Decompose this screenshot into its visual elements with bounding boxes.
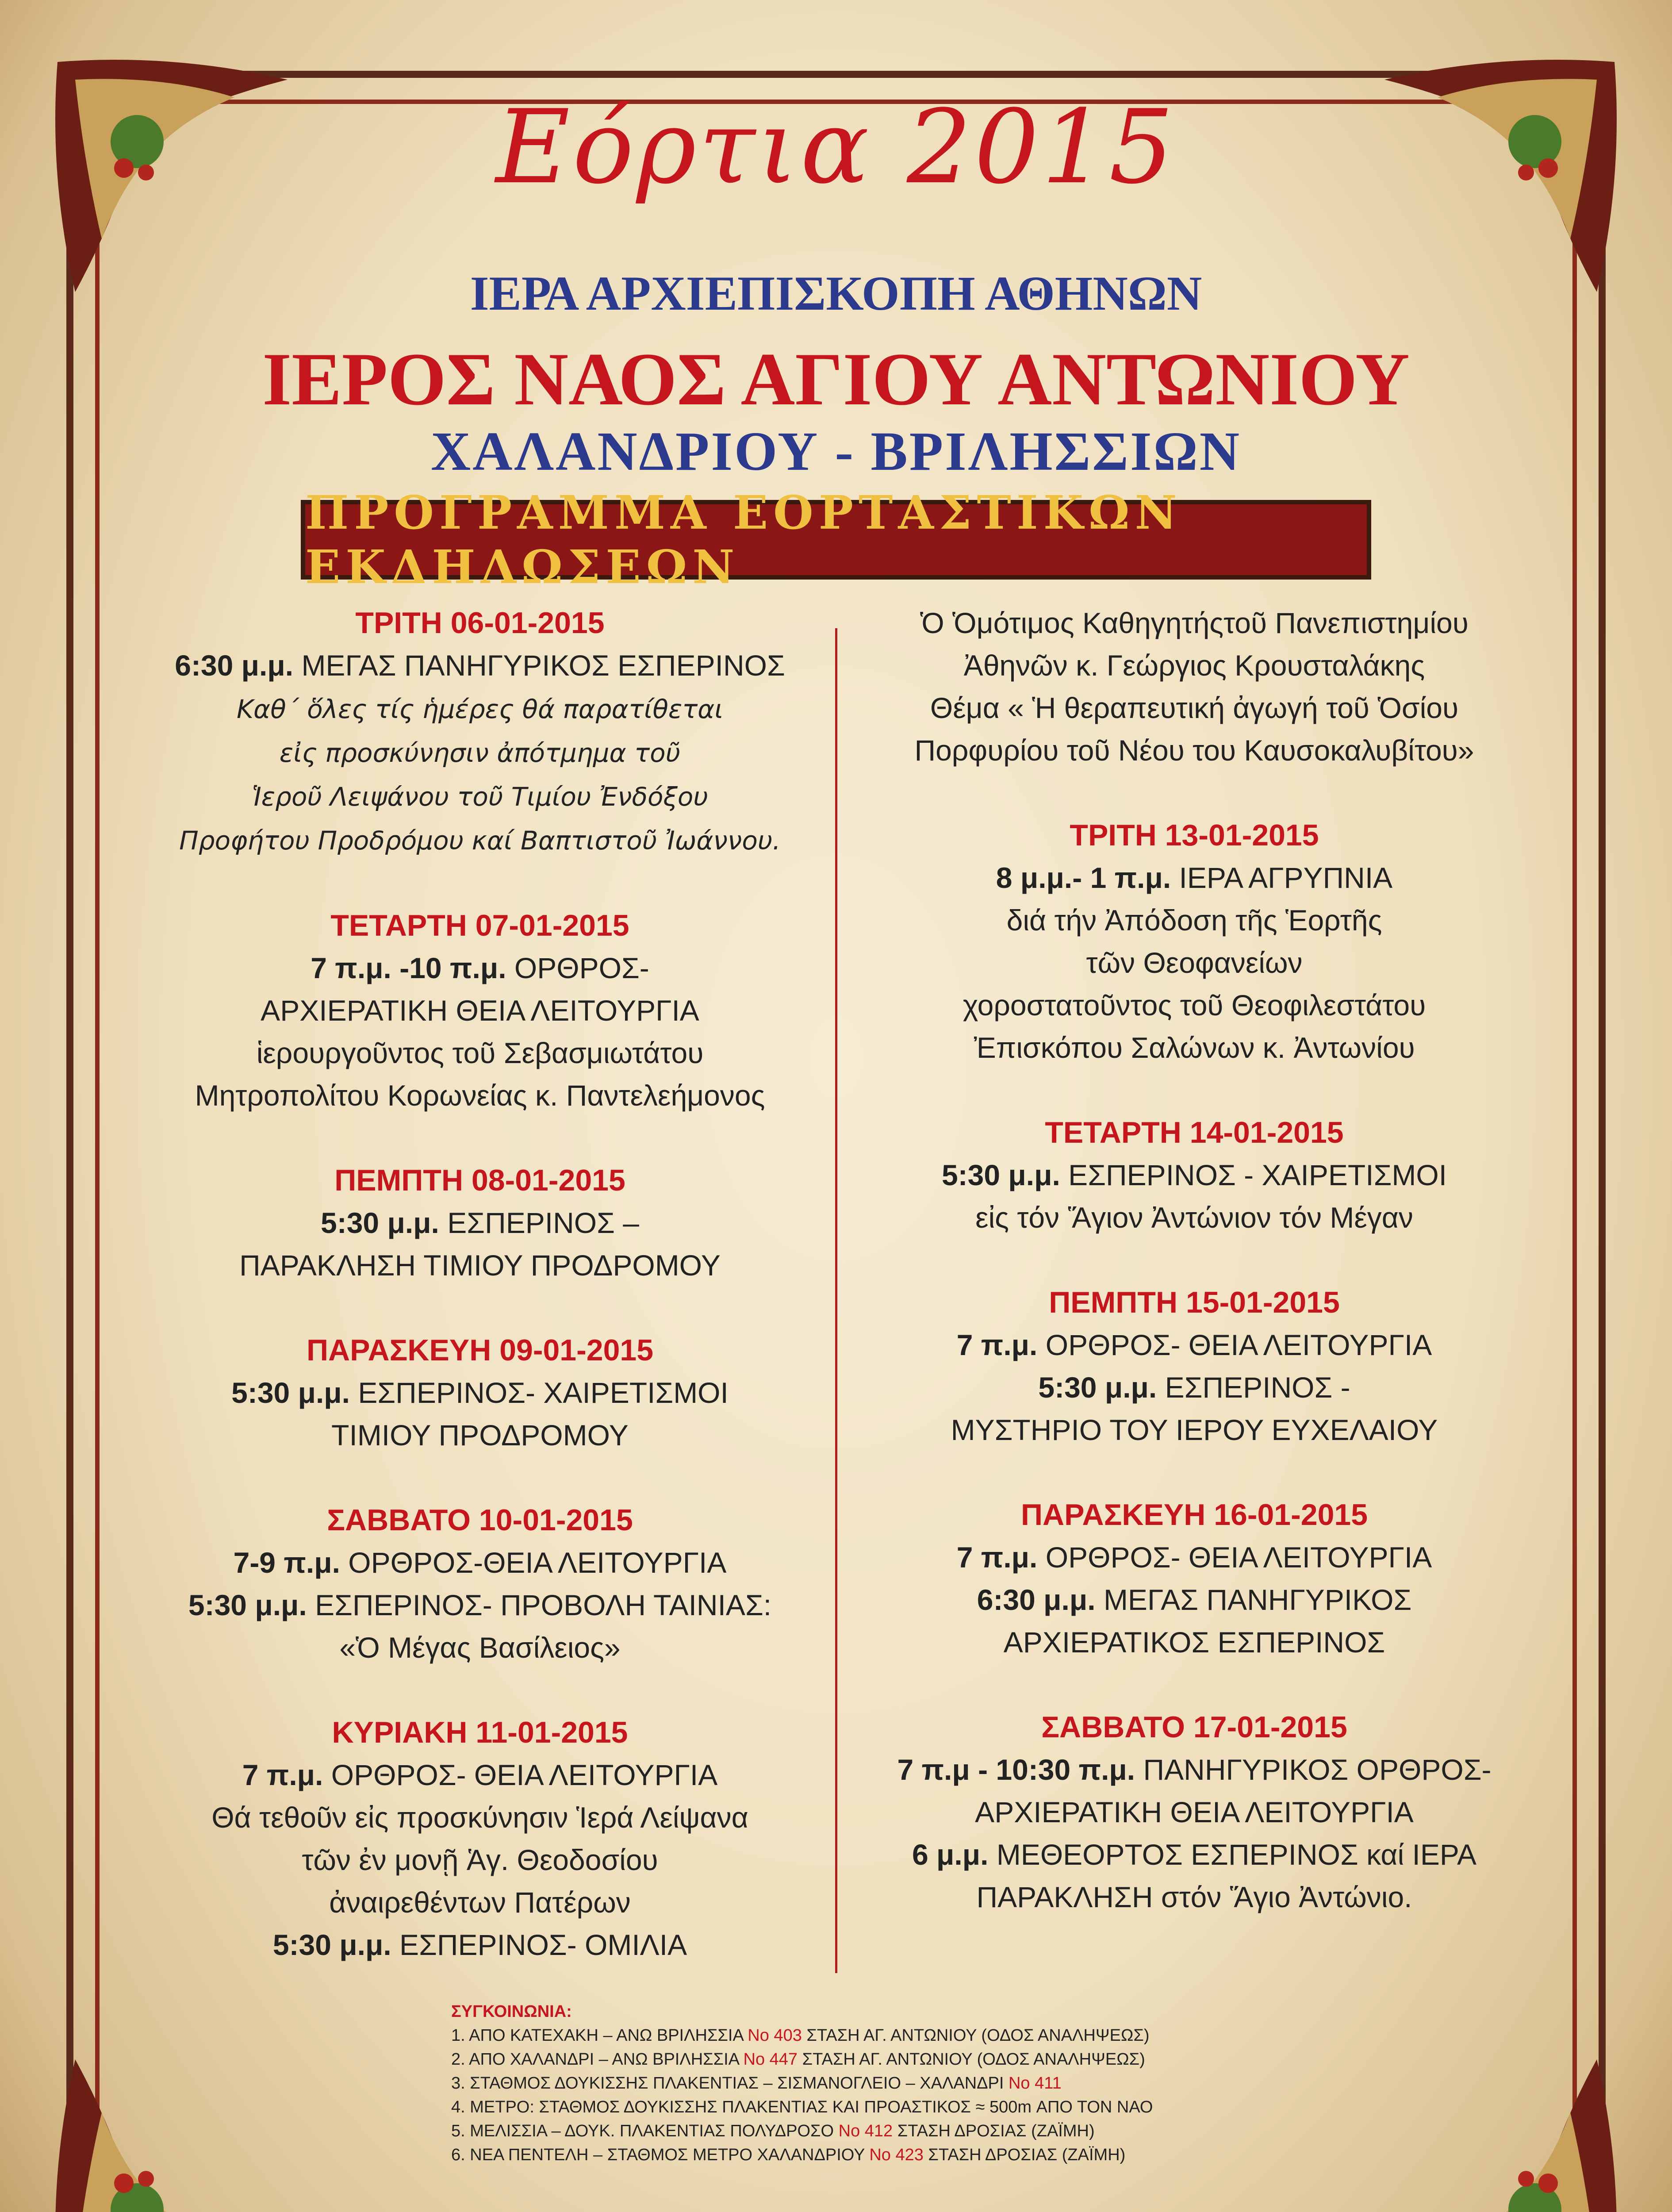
transport-text: 2. ΑΠΟ ΧΑΛΑΝΔΡΙ – ΑΝΩ ΒΡΙΛΗΣΣΙΑ (451, 2050, 744, 2069)
schedule-entry (878, 814, 1511, 1069)
corner-ornament-icon (49, 2051, 296, 2212)
entry-text: Ἀθηνῶν κ. Γεώργιος Κρουσταλάκης (963, 649, 1425, 682)
poster-title: Εόρτια 2015 (495, 88, 1177, 207)
entry-text: χοροστατοῦντος τοῦ Θεοφιλεστάτου (963, 989, 1426, 1022)
bus-number: Νο 411 (1008, 2074, 1062, 2093)
entry-time: 7 π.μ. (956, 1329, 1038, 1361)
schedule-entry (878, 602, 1511, 772)
transport-item (451, 2143, 1247, 2167)
entry-time: 7 π.μ. (242, 1759, 323, 1791)
entry-line (164, 1541, 796, 1584)
entry-line (164, 687, 796, 730)
transport-item (451, 2095, 1247, 2119)
entry-line (164, 730, 796, 774)
entry-line (878, 1196, 1511, 1239)
entry-line (878, 1833, 1511, 1876)
entry-date: ΤΡΙΤΗ 06-01-2015 (355, 606, 605, 640)
entry-text: ΕΣΠΕΡΙΝΟΣ- ΠΡΟΒΟΛΗ ΤΑΙΝΙΑΣ: (307, 1589, 772, 1621)
bus-number: Νο 447 (743, 2050, 798, 2069)
entry-date: ΠΑΡΑΣΚΕΥΗ 09-01-2015 (306, 1333, 654, 1367)
entry-text: ΤΙΜΙΟΥ ΠΡΟΔΡΟΜΟΥ (331, 1419, 629, 1452)
entry-line (878, 1536, 1511, 1578)
schedule-right-column (878, 602, 1511, 1961)
entry-text: ἱερουργοῦντος τοῦ Σεβασμιωτάτου (256, 1037, 704, 1069)
entry-time: 5:30 μ.μ. (231, 1376, 350, 1409)
entry-line (164, 1032, 796, 1074)
entry-text: Ὁ Ὁμότιμος Καθηγητήςτοῦ Πανεπιστημίου (920, 607, 1469, 639)
entry-line (164, 1881, 796, 1924)
entry-line (164, 1839, 796, 1881)
entry-text: ΑΡΧΙΕΡΑΤΙΚΗ ΘΕΙΑ ΛΕΙΤΟΥΡΓΙΑ (261, 994, 699, 1027)
entry-text: ΑΡΧΙΕΡΑΤΙΚΟΣ ΕΣΠΕΡΙΝΟΣ (1003, 1626, 1385, 1659)
entry-text: ΠΑΝΗΓΥΡΙΚΟΣ ΟΡΘΡΟΣ- (1135, 1753, 1492, 1786)
entry-text: ΠΑΡΑΚΛΗΣΗ στόν Ἅγιο Ἀντώνιο. (976, 1881, 1412, 1913)
entry-text: ΕΣΠΕΡΙΝΟΣ - (1157, 1371, 1350, 1404)
entry-text: ΟΡΘΡΟΣ- ΘΕΙΑ ΛΕΙΤΟΥΡΓΙΑ (323, 1759, 718, 1791)
schedule-entry (164, 602, 796, 862)
entry-line (878, 1026, 1511, 1069)
entry-line (164, 1371, 796, 1414)
transport-heading: ΣΥΓΚΟΙΝΩΝΙΑ: (451, 2002, 572, 2021)
transport-item (451, 2047, 1247, 2071)
entry-line (878, 1154, 1511, 1196)
entry-date: ΣΑΒΒΑΤΟ 17-01-2015 (1041, 1710, 1347, 1744)
entry-line (164, 1202, 796, 1244)
entry-line (164, 947, 796, 989)
entry-text: Θά τεθοῦν εἰς προσκύνησιν Ἱερά Λείψανα (211, 1801, 748, 1834)
transport-text: 1. ΑΠΟ ΚΑΤΕΧΑΚΗ – ΑΝΩ ΒΡΙΛΗΣΣΙΑ (451, 2026, 748, 2045)
entry-date: ΣΑΒΒΑΤΟ 10-01-2015 (327, 1503, 633, 1537)
entry-text: Πορφυρίου τοῦ Νέου του Καυσοκαλυβίτου» (914, 734, 1474, 767)
entry-time: 5:30 μ.μ. (941, 1159, 1060, 1191)
entry-line (164, 1414, 796, 1456)
transport-text: 6. ΝΕΑ ΠΕΝΤΕΛΗ – ΣΤΑΘΜΟΣ ΜΕΤΡΟ ΧΑΛΑΝΔΡΙΟΥ (451, 2146, 870, 2164)
entry-line (878, 1409, 1511, 1451)
transport-text: ΣΤΑΣΗ ΔΡΟΣΙΑΣ (ΖΑΪΜΗ) (893, 2122, 1095, 2140)
entry-time: 6 μ.μ. (912, 1838, 989, 1871)
entry-line (164, 989, 796, 1032)
entry-line (164, 774, 796, 818)
schedule-entry (164, 1329, 796, 1456)
entry-time: 5:30 μ.μ. (1038, 1371, 1157, 1404)
entry-line (164, 1244, 796, 1286)
bus-number: Νο 403 (748, 2026, 802, 2045)
entry-line (878, 602, 1511, 644)
entry-time: 7 π.μ - 10:30 π.μ. (897, 1753, 1135, 1786)
entry-time: 6:30 μ.μ. (977, 1583, 1096, 1616)
bus-number: Νο 423 (869, 2146, 924, 2164)
entry-line (878, 1748, 1511, 1791)
entry-date: ΠΑΡΑΣΚΕΥΗ 16-01-2015 (1020, 1498, 1368, 1532)
entry-time: 5:30 μ.μ. (272, 1928, 391, 1961)
entry-line (878, 1578, 1511, 1621)
entry-note: εἰς προσκύνησιν ἀπότμημα τοῦ (279, 738, 681, 768)
entry-text: ΟΡΘΡΟΣ- ΘΕΙΑ ΛΕΙΤΟΥΡΓΙΑ (1037, 1541, 1432, 1574)
entry-date: ΚΥΡΙΑΚΗ 11-01-2015 (332, 1716, 628, 1749)
schedule-entry (878, 1111, 1511, 1239)
entry-date: ΠΕΜΠΤΗ 15-01-2015 (1049, 1286, 1340, 1319)
entry-line (878, 1791, 1511, 1833)
transport-item (451, 2071, 1247, 2095)
corner-ornament-icon (1376, 2051, 1623, 2212)
entry-text: Ἐπισκόπου Σαλώνων κ. Ἀντωνίου (974, 1031, 1415, 1064)
entry-text: ΙΕΡΑ ΑΓΡΥΠΝΙΑ (1171, 861, 1393, 894)
schedule-entry (878, 1706, 1511, 1918)
entry-text: ΜΕΘΕΟΡΤΟΣ ΕΣΠΕΡΙΝΟΣ καί ΙΕΡΑ (988, 1838, 1476, 1871)
entry-time: 7 π.μ. -10 π.μ. (311, 952, 506, 984)
entry-text: ΕΣΠΕΡΙΝΟΣ- ΟΜΙΛΙΑ (391, 1928, 687, 1961)
transport-text: 3. ΣΤΑΘΜΟΣ ΔΟΥΚΙΣΣΗΣ ΠΛΑΚΕΝΤΙΑΣ – ΣΙΣΜΑΝΟΓΛΕΙΟ – ΧΑΛΑΝΔΡΙ (451, 2074, 1009, 2093)
entry-time: 7-9 π.μ. (233, 1546, 340, 1579)
entry-text: ΜΥΣΤΗΡΙΟ ΤΟΥ ΙΕΡΟΥ ΕΥΧΕΛΑΙΟΥ (951, 1413, 1438, 1446)
entry-line (164, 644, 796, 687)
transport-text: ΣΤΑΣΗ ΑΓ. ΑΝΤΩΝΙΟΥ (ΟΔΟΣ ΑΝΑΛΗΨΕΩΣ) (801, 2026, 1150, 2045)
entry-time: 8 μ.μ.- 1 π.μ. (996, 861, 1171, 894)
entry-line (878, 729, 1511, 772)
transport-text: 4. ΜΕΤΡΟ: ΣΤΑΘΜΟΣ ΔΟΥΚΙΣΣΗΣ ΠΛΑΚΕΝΤΙΑΣ ΚΑΙ ΠΡΟΑΣΤΙΚΟΣ ≈ 500m ΑΠΟ ΤΟΝ ΝΑΟ (451, 2098, 1153, 2116)
entry-text: εἰς τόν Ἅγιον Ἀντώνιον τόν Μέγαν (975, 1201, 1413, 1234)
entry-date: ΤΕΤΑΡΤΗ 14-01-2015 (1045, 1116, 1344, 1149)
entry-text: «Ὁ Μέγας Βασίλειος» (339, 1631, 621, 1664)
entry-line (164, 1626, 796, 1669)
entry-time: 5:30 μ.μ. (321, 1206, 439, 1239)
program-banner-text: ΠΡΟΓΡΑΜΜΑ ΕΟΡΤΑΣΤΙΚΩΝ ΕΚΔΗΛΩΣΕΩΝ (305, 485, 1182, 594)
entry-note: Καθ΄ ὅλες τίς ἡμέρες θά παρατίθεται (236, 694, 724, 724)
entry-line (878, 941, 1511, 984)
entry-line (164, 1924, 796, 1966)
schedule-entry (164, 1159, 796, 1286)
schedule-entry (878, 1281, 1511, 1451)
entry-line (164, 1584, 796, 1626)
schedule-entry (164, 1499, 796, 1669)
bus-number: Νο 412 (838, 2122, 893, 2140)
transport-text: 5. ΜΕΛΙΣΣΙΑ – ΔΟΥΚ. ΠΛΑΚΕΝΤΙΑΣ ΠΟΛΥΔΡΟΣΟ (451, 2122, 839, 2140)
entry-text: ΟΡΘΡΟΣ- (506, 952, 649, 984)
program-banner (301, 485, 1371, 594)
entry-text: ἀναιρεθέντων Πατέρων (329, 1886, 631, 1919)
entry-text: ΜΕΓΑΣ ΠΑΝΗΓΥΡΙΚΟΣ ΕΣΠΕΡΙΝΟΣ (293, 649, 785, 682)
entry-line (164, 1074, 796, 1117)
schedule-entry (878, 1494, 1511, 1663)
entry-line (878, 1876, 1511, 1918)
entry-text: ΟΡΘΡΟΣ-ΘΕΙΑ ΛΕΙΤΟΥΡΓΙΑ (340, 1546, 727, 1579)
entry-time: 7 π.μ. (956, 1541, 1038, 1574)
entry-text: ΑΡΧΙΕΡΑΤΙΚΗ ΘΕΙΑ ΛΕΙΤΟΥΡΓΙΑ (975, 1796, 1414, 1828)
archdiocese-heading: ΙΕΡΑ ΑΡΧΙΕΠΙΣΚΟΠΗ ΑΘΗΝΩΝ (470, 266, 1202, 320)
transport-info (451, 2000, 1247, 2167)
entry-text: διά τήν Ἀπόδοση τῆς Ἑορτῆς (1006, 904, 1382, 937)
entry-text: Μητροπολίτου Κορωνείας κ. Παντελεήμονος (195, 1079, 765, 1112)
entry-date: ΠΕΜΠΤΗ 08-01-2015 (334, 1164, 625, 1197)
schedule-left-column (164, 602, 796, 2008)
entry-note: Ἱεροῦ Λειψάνου τοῦ Τιμίου Ἐνδόξου (252, 782, 708, 812)
place-heading: ΧΑΛΑΝΔΡΙΟΥ - ΒΡΙΛΗΣΣΙΩΝ (430, 421, 1242, 482)
entry-text: τῶν Θεοφανείων (1086, 946, 1303, 979)
entry-line (878, 1621, 1511, 1663)
transport-item (451, 2024, 1247, 2047)
entry-text: ΠΑΡΑΚΛΗΣΗ ΤΙΜΙΟΥ ΠΡΟΔΡΟΜΟΥ (239, 1249, 721, 1282)
entry-time: 5:30 μ.μ. (188, 1589, 307, 1621)
column-divider (835, 628, 837, 1973)
entry-date: ΤΡΙΤΗ 13-01-2015 (1070, 818, 1319, 852)
entry-line (878, 644, 1511, 687)
entry-line (878, 984, 1511, 1026)
church-heading: ΙΕΡΟΣ ΝΑΟΣ ΑΓΙΟΥ ΑΝΤΩΝΙΟΥ (262, 338, 1410, 421)
entry-line (878, 1324, 1511, 1366)
entry-line (878, 687, 1511, 729)
entry-text: Θέμα « Ἡ θεραπευτική ἀγωγή τοῦ Ὁσίου (930, 691, 1459, 724)
entry-line (164, 1796, 796, 1839)
entry-text: ΕΣΠΕΡΙΝΟΣ - ΧΑΙΡΕΤΙΣΜΟΙ (1060, 1159, 1447, 1191)
entry-text: ΜΕΓΑΣ ΠΑΝΗΓΥΡΙΚΟΣ (1095, 1583, 1412, 1616)
entry-text: ΟΡΘΡΟΣ- ΘΕΙΑ ΛΕΙΤΟΥΡΓΙΑ (1037, 1329, 1432, 1361)
schedule-entry (164, 904, 796, 1117)
entry-text: ΕΣΠΕΡΙΝΟΣ- ΧΑΙΡΕΤΙΣΜΟΙ (350, 1376, 729, 1409)
entry-time: 6:30 μ.μ. (175, 649, 294, 682)
entry-text: ΕΣΠΕΡΙΝΟΣ – (439, 1206, 639, 1239)
entry-line (164, 818, 796, 862)
transport-text: ΣΤΑΣΗ ΑΓ. ΑΝΤΩΝΙΟΥ (ΟΔΟΣ ΑΝΑΛΗΨΕΩΣ) (798, 2050, 1145, 2069)
entry-date: ΤΕΤΑΡΤΗ 07-01-2015 (330, 909, 629, 942)
transport-text: ΣΤΑΣΗ ΔΡΟΣΙΑΣ (ΖΑΪΜΗ) (923, 2146, 1126, 2164)
entry-line (164, 1754, 796, 1796)
entry-text: τῶν ἐν μονῇ Ἁγ. Θεοδοσίου (302, 1843, 658, 1876)
entry-line (878, 1366, 1511, 1409)
entry-note: Προφήτου Προδρόμου καί Βαπτιστοῦ Ἰωάννου. (179, 826, 781, 856)
schedule-entry (164, 1711, 796, 1966)
entry-line (878, 899, 1511, 941)
transport-item (451, 2119, 1247, 2143)
entry-line (878, 856, 1511, 899)
